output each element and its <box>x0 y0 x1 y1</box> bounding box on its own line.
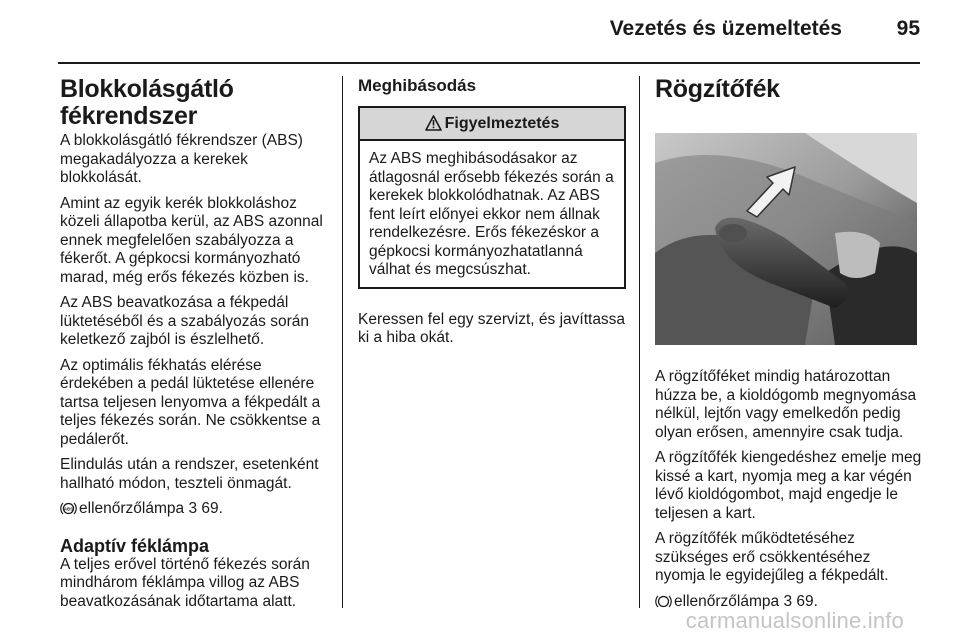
warning-header <box>360 108 624 141</box>
column-fault <box>358 76 626 355</box>
paragraph: A rögzítőféket mindig határozottan húzza be, a kioldógomb megnyomása nélkül, lejtőn vagy emelkedőn pedig olyan erősen, amennyire csak tudja. <box>655 368 917 441</box>
indicator-line <box>60 500 330 522</box>
paragraph: A rögzítőfék működtetéséhez szükséges erő csökkentéséhez nyomja le egyidejűleg a fékpedált. <box>655 530 889 584</box>
heading-fault: Meghibásodás <box>358 76 477 95</box>
paragraph: Az optimális fékhatás elérése érdekében a pedál lüktetése ellenére tartsa teljesen lenyomva a fékpedált a teljes fékezés során. Ne csökkentse a pedálerőt. <box>60 356 321 448</box>
paragraph: Az ABS beavatkozása a fékpedál lüktetéséből és a szabályozás során keletkező zajból is észlelhető. <box>60 294 310 348</box>
heading-abs: Blokkolásgátló fékrendszer <box>60 75 234 130</box>
brake-warning-light-icon <box>655 594 672 615</box>
column-abs <box>60 76 330 618</box>
abs-warning-light-icon <box>60 501 77 522</box>
section-title: Vezetés és üzemeltetés <box>609 17 842 40</box>
parking-brake-lever-photo <box>655 133 917 345</box>
indicator-label: ellenőrzőlámpa <box>79 500 185 517</box>
column-parking-brake <box>655 76 923 621</box>
heading-parking-brake: Rögzítőfék <box>655 75 780 103</box>
warning-body: Az ABS meghibásodásakor az átlagosnál erősebb fékezés során a kerekek blokkolódhatnak. Az ABS fent leírt előnyei ekkor nem állnak rendelkezésre. Erős fékezéskor a gépkocsi kormányozhatatlanná válhat és megcsúszhat. <box>369 150 614 278</box>
paragraph: A teljes erővel történő fékezés során mindhárom féklámpa villog az ABS beavatkozásának időtartama alatt. <box>60 555 310 610</box>
page-reference[interactable]: 3 69. <box>783 592 818 610</box>
warning-title: Figyelmeztetés <box>444 115 560 132</box>
header-rule <box>58 62 920 64</box>
indicator-label: ellenőrzőlámpa <box>674 592 780 610</box>
column-divider <box>342 76 343 608</box>
page-number: 95 <box>896 17 920 40</box>
paragraph: Elindulás után a rendszer, esetenként hallható módon, teszteli önmagát. <box>60 456 319 492</box>
warning-box <box>358 106 626 289</box>
page-reference[interactable]: 3 69. <box>188 500 223 517</box>
paragraph: Keressen fel egy szervizt, és javíttassa ki a hiba okát. <box>358 310 626 346</box>
page-header <box>0 10 960 50</box>
heading-adaptive-brake-light: Adaptív féklámpa <box>60 535 210 556</box>
svg-text:ABS: ABS <box>63 506 74 512</box>
paragraph: Amint az egyik kerék blokkoláshoz közeli állapotba kerül, az ABS azonnal ennek megfelelően szabályozza a fékerőt. A gépkocsi kormányozható marad, még erős fékezés közben is. <box>60 194 323 286</box>
paragraph: A rögzítőfék kiengedéshez emelje meg kissé a kart, nyomja meg a kar végén lévő kioldógombot, majd engedje le teljesen a kart. <box>655 449 922 522</box>
warning-triangle-icon <box>425 111 442 142</box>
paragraph: A blokkolásgátló fékrendszer (ABS) megakadályozza a kerekek blokkolását. <box>60 132 303 186</box>
column-divider <box>639 76 640 608</box>
watermark: carmanualsonline.info <box>685 608 904 633</box>
